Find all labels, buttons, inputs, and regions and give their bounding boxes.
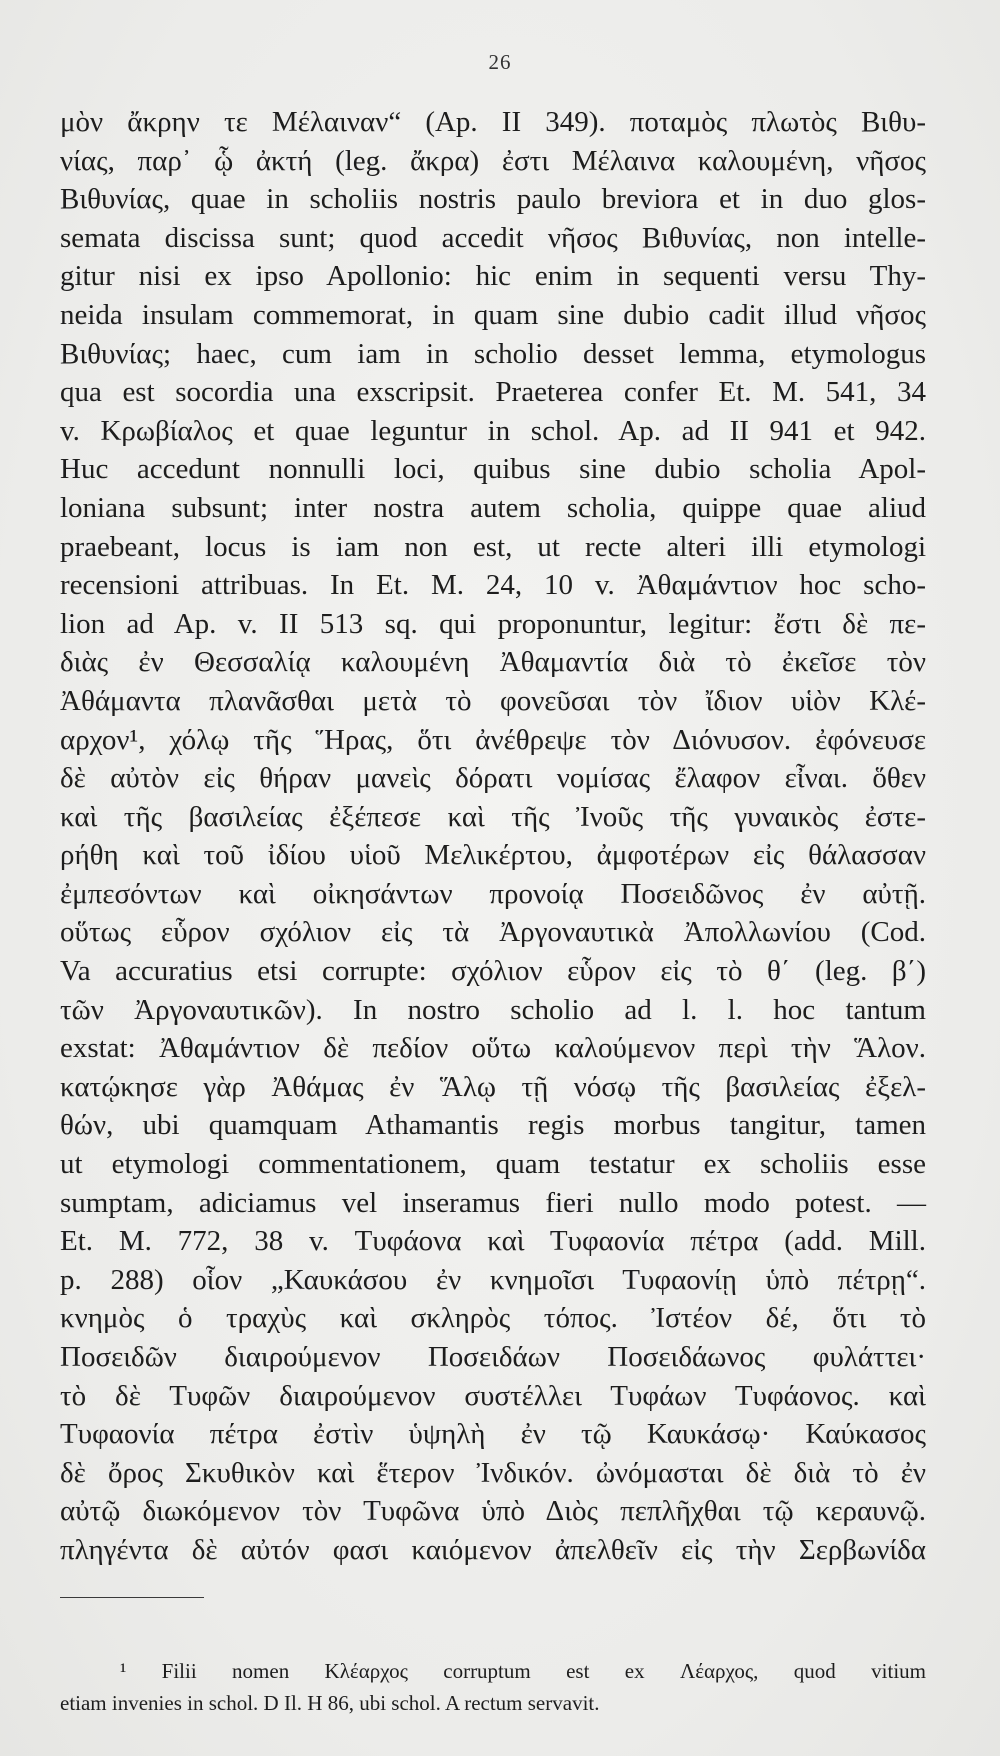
page-number: 26: [488, 50, 512, 74]
text-line: αρχον¹, χόλῳ τῆς Ἥρας, ὅτι ἀνέθρεψε τὸν Διόνυσον. ἐφόνευσε: [60, 723, 926, 756]
text-line: καὶ τῆς βασιλείας ἐξέπεσε καὶ τῆς Ἰνοῦς τῆς γυναικὸς ἐστε-: [60, 800, 926, 833]
main-text-block: [60, 103, 926, 1570]
text-line: αὐτῷ διωκόμενον τὸν Τυφῶνα ὑπὸ Διὸς πεπλῆχθαι τῷ κεραυνῷ.: [60, 1495, 926, 1528]
text-line: Huc accedunt nonnulli loci, quibus sine dubio scholia Apol-: [60, 453, 926, 486]
text-line: νίας, παρ᾽ ᾧ ἀκτή (leg. ἄκρα) ἐστι Μέλαινα καλουμένη, νῆσος: [60, 144, 926, 177]
footnote-line: ¹ Filii nomen Κλέαρχος corruptum est ex Λέαρχος, quod vitium: [120, 1659, 926, 1683]
text-line: praebeant, locus is iam non est, ut recte alteri illi etymologi: [60, 530, 926, 563]
text-line: δὲ αὐτὸν εἰς θήραν μανεὶς δόρατι νομίσας ἔλαφον εἶναι. ὅθεν: [60, 762, 926, 795]
footnote-separator: [60, 1597, 204, 1598]
footnote-block: [60, 1655, 926, 1719]
text-line: ρήθη καὶ τοῦ ἰδίου υἱοῦ Μελικέρτου, ἀμφοτέρων εἰς θάλασσαν: [60, 839, 926, 872]
text-line: Τυφαονία πέτρα ἐστὶν ὑψηλὴ ἐν τῷ Καυκάσῳ· Καύκασος: [60, 1418, 926, 1451]
text-line: gitur nisi ex ipso Apollonio: hic enim in sequenti versu Thy-: [60, 260, 926, 293]
text-line: Ἀθάμαντα πλανᾶσθαι μετὰ τὸ φονεῦσαι τὸν ἴδιον υἱὸν Κλέ-: [60, 684, 926, 717]
text-line: κνημὸς ὁ τραχὺς καὶ σκληρὸς τόπος. Ἰστέον δέ, ὅτι τὸ: [60, 1302, 926, 1335]
text-line: recensioni attribuas. In Et. M. 24, 10 v. Ἀθαμάντιον hoc scho-: [60, 569, 926, 602]
text-line: sumptam, adiciamus vel inseramus fieri nullo modo potest. —: [60, 1186, 926, 1219]
text-line: loniana subsunt; inter nostra autem scholia, quippe quae aliud: [60, 491, 926, 524]
text-line: τὸ δὲ Τυφῶν διαιρούμενον συστέλλει Τυφάων Τυφάονος. καὶ: [60, 1379, 926, 1412]
text-line: πληγέντα δὲ αὐτόν φασι καιόμενον ἀπελθεῖν εἰς τὴν Σερβωνίδα: [60, 1533, 926, 1566]
text-line: qua est socordia una exscripsit. Praeterea confer Et. M. 541, 34: [60, 376, 926, 409]
text-line: exstat: Ἀθαμάντιον δὲ πεδίον οὕτω καλούμενον περὶ τὴν Ἅλον.: [60, 1032, 926, 1065]
text-line: neida insulam commemorat, in quam sine dubio cadit illud νῆσος: [60, 298, 926, 331]
text-line: κατῴκησε γὰρ Ἀθάμας ἐν Ἅλῳ τῇ νόσῳ τῆς βασιλείας ἐξελ-: [60, 1070, 926, 1103]
text-line: Va accuratius etsi corrupte: σχόλιον εὗρον εἰς τὸ θ΄ (leg. β΄): [60, 955, 926, 988]
text-line: τῶν Ἀργοναυτικῶν). In nostro scholio ad l. l. hoc tantum: [60, 993, 926, 1026]
text-line: Βιθυνίας, quae in scholiis nostris paulo breviora et in duo glos-: [60, 183, 926, 216]
text-line: semata discissa sunt; quod accedit νῆσος Βιθυνίας, non intelle-: [60, 221, 926, 254]
footnote-line: etiam invenies in schol. D Il. H 86, ubi schol. A rectum servavit.: [60, 1691, 600, 1715]
text-line: v. Κρωβίαλος et quae leguntur in schol. Ap. ad II 941 et 942.: [60, 414, 926, 447]
text-line: Βιθυνίας; haec, cum iam in scholio desset lemma, etymologus: [60, 337, 926, 370]
text-line: lion ad Ap. v. II 513 sq. qui proponuntur, legitur: ἔστι δὲ πε-: [60, 607, 926, 640]
text-line: μὸν ἄκρην τε Μέλαιναν“ (Ap. II 349). ποταμὸς πλωτὸς Βιθυ-: [60, 106, 926, 138]
text-line: ἐμπεσόντων καὶ οἰκησάντων προνοίᾳ Ποσειδῶνος ἐν αὐτῇ.: [60, 877, 926, 910]
text-line: διὰς ἐν Θεσσαλίᾳ καλουμένη Ἀθαμαντία διὰ τὸ ἐκεῖσε τὸν: [60, 646, 926, 679]
text-line: Et. M. 772, 38 v. Τυφάονα καὶ Τυφαονία πέτρα (add. Mill.: [60, 1225, 926, 1258]
text-line: Ποσειδῶν διαιρούμενον Ποσειδάων Ποσειδάωνος φυλάττει·: [60, 1341, 926, 1373]
text-line: θών, ubi quamquam Athamantis regis morbus tangitur, tamen: [60, 1109, 926, 1142]
text-line: ut etymologi commentationem, quam testatur ex scholiis esse: [60, 1148, 926, 1181]
text-line: δὲ ὄρος Σκυθικὸν καὶ ἕτερον Ἰνδικόν. ὠνόμασται δὲ διὰ τὸ ἐν: [60, 1456, 926, 1489]
text-line: p. 288) οἷον „Καυκάσου ἐν κνημοῖσι Τυφαονίῃ ὑπὸ πέτρῃ“.: [60, 1263, 926, 1296]
text-line: οὕτως εὗρον σχόλιον εἰς τὰ Ἀργοναυτικὰ Ἀπολλωνίου (Cod.: [60, 916, 926, 949]
